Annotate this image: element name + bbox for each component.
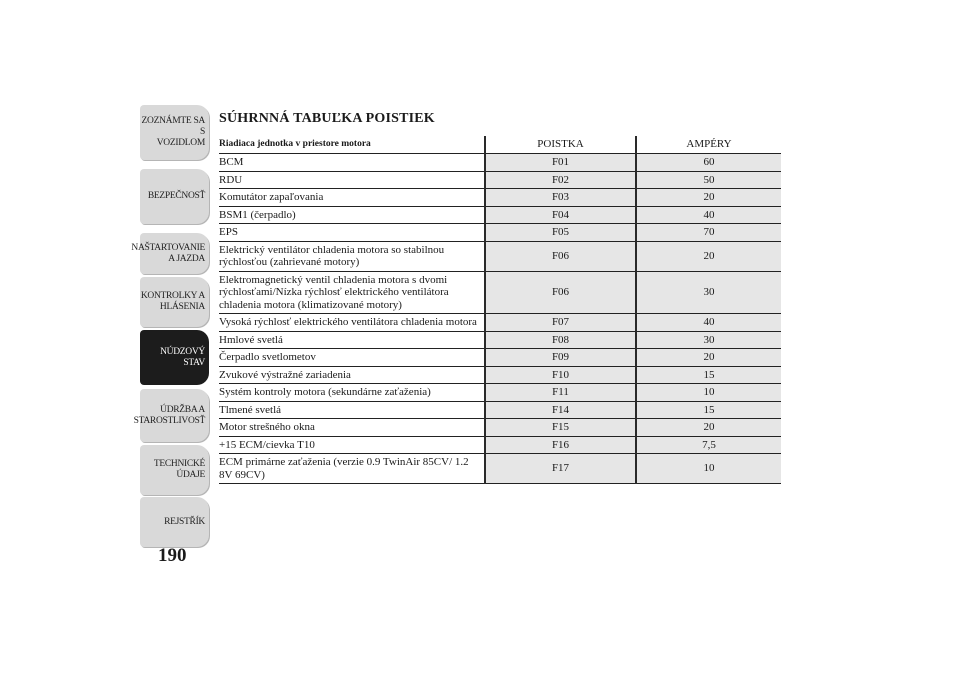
chapter-tab[interactable] (140, 169, 209, 224)
fuse-name-cell: Hmlové svetlá (219, 331, 485, 349)
fuse-name-cell: Zvukové výstražné zariadenia (219, 366, 485, 384)
fuse-id-cell: F14 (485, 401, 636, 419)
fuse-name-cell: Komutátor zapaľovania (219, 189, 485, 207)
table-row (219, 454, 781, 484)
amperes-cell: 30 (636, 271, 781, 314)
fuse-id-cell: F06 (485, 271, 636, 314)
chapter-tab[interactable] (140, 277, 209, 327)
fuse-name-cell: Elektrický ventilátor chladenia motora so stabilnou rýchlosťou (zahrievané motory) (219, 241, 485, 271)
fuse-name-cell: Tlmené svetlá (219, 401, 485, 419)
fuse-id-cell: F02 (485, 171, 636, 189)
fuse-id-cell: F07 (485, 314, 636, 332)
fuse-name-cell: Elektromagnetický ventil chladenia motora s dvomi rýchlosťami/Nízka rýchlosť elektrického ventilátora chladenia motora (klimatizované motory) (219, 271, 485, 314)
chapter-tab[interactable] (133, 389, 209, 442)
fuse-id-cell: F03 (485, 189, 636, 207)
amperes-cell: 20 (636, 189, 781, 207)
section-title: SÚHRNNÁ TABUĽKA POISTIEK (219, 111, 435, 126)
fuse-id-cell: F08 (485, 331, 636, 349)
amperes-cell: 30 (636, 331, 781, 349)
table-row (219, 349, 781, 367)
fuse-id-cell: F17 (485, 454, 636, 484)
table-row (219, 271, 781, 314)
table-row (219, 366, 781, 384)
table-row (219, 436, 781, 454)
chapter-tab[interactable] (140, 445, 209, 495)
fuse-id-cell: F10 (485, 366, 636, 384)
chapter-tab-label: REJSTŘÍK (164, 516, 205, 527)
fuse-name-cell: +15 ECM/cievka T10 (219, 436, 485, 454)
fuse-name-cell: Čerpadlo svetlometov (219, 349, 485, 367)
chapter-tab[interactable] (131, 233, 209, 274)
header-amperes: AMPÉRY (636, 136, 781, 154)
page-number: 190 (158, 545, 187, 566)
chapter-tab-label: BEZPEČNOSŤ (147, 191, 205, 201)
amperes-cell: 60 (636, 154, 781, 172)
chapter-tab-label: ZOZNÁMTE SA S VOZIDLOM (141, 116, 205, 148)
fuse-name-cell: Systém kontroly motora (sekundárne zaťaženia) (219, 384, 485, 402)
table-header-row (219, 136, 781, 154)
amperes-cell: 20 (636, 241, 781, 271)
table-row (219, 241, 781, 271)
fuse-name-cell: Vysoká rýchlosť elektrického ventilátora chladenia motora (219, 314, 485, 332)
table-row (219, 384, 781, 402)
fuse-name-cell: BSM1 (čerpadlo) (219, 206, 485, 224)
table-row (219, 314, 781, 332)
fuse-id-cell: F04 (485, 206, 636, 224)
table-row (219, 401, 781, 419)
header-control-unit: Riadiaca jednotka v priestore motora (219, 136, 485, 154)
table-row (219, 419, 781, 437)
chapter-tab[interactable] (140, 330, 209, 385)
fuse-id-cell: F09 (485, 349, 636, 367)
fuse-id-cell: F11 (485, 384, 636, 402)
table-row (219, 331, 781, 349)
fuse-name-cell: ECM primárne zaťaženia (verzie 0.9 TwinAir 85CV/ 1.2 8V 69CV) (219, 454, 485, 484)
chapter-tab-label: NAŠTARTOVANIE A JAZDA (131, 242, 205, 264)
table-row (219, 224, 781, 242)
fuse-name-cell: BCM (219, 154, 485, 172)
amperes-cell: 70 (636, 224, 781, 242)
chapter-tab-label: NÚDZOVÝ STAV (160, 346, 205, 368)
amperes-cell: 10 (636, 384, 781, 402)
amperes-cell: 20 (636, 419, 781, 437)
table-row (219, 154, 781, 172)
amperes-cell: 50 (636, 171, 781, 189)
chapter-tab-label: KONTROLKY A HLÁSENIA (140, 291, 205, 312)
table-row (219, 206, 781, 224)
amperes-cell: 10 (636, 454, 781, 484)
fuse-id-cell: F15 (485, 419, 636, 437)
fuse-name-cell: Motor strešného okna (219, 419, 485, 437)
fuse-id-cell: F06 (485, 241, 636, 271)
table-row (219, 189, 781, 207)
fuse-id-cell: F01 (485, 154, 636, 172)
header-fuse: POISTKA (485, 136, 636, 154)
chapter-tab[interactable] (140, 105, 209, 160)
fuse-id-cell: F05 (485, 224, 636, 242)
table-row (219, 171, 781, 189)
amperes-cell: 40 (636, 206, 781, 224)
amperes-cell: 40 (636, 314, 781, 332)
amperes-cell: 15 (636, 401, 781, 419)
fuse-id-cell: F16 (485, 436, 636, 454)
fuse-summary-table (219, 136, 781, 484)
fuse-name-cell: RDU (219, 171, 485, 189)
chapter-tab-label: TECHNICKÉ ÚDAJE (153, 459, 205, 480)
amperes-cell: 7,5 (636, 436, 781, 454)
fuse-name-cell: EPS (219, 224, 485, 242)
chapter-tab[interactable] (140, 497, 209, 547)
chapter-tab-label: ÚDRŽBA A STAROSTLIVOSŤ (133, 404, 205, 426)
amperes-cell: 15 (636, 366, 781, 384)
amperes-cell: 20 (636, 349, 781, 367)
